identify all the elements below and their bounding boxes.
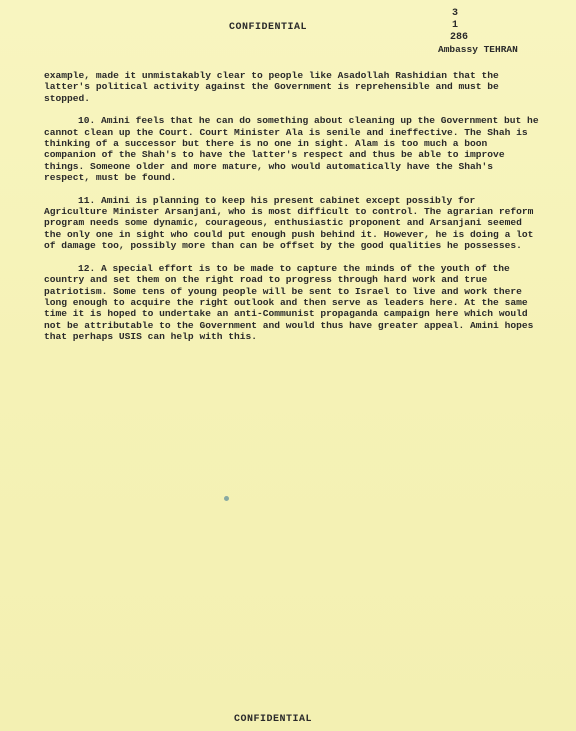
classification-header: CONFIDENTIAL — [228, 22, 307, 33]
document-number: 286 — [450, 32, 469, 43]
embassy-label: Ambassy TEHRAN — [438, 44, 518, 55]
ink-spot — [224, 496, 229, 501]
document-body — [44, 70, 540, 354]
page-reference — [438, 8, 518, 56]
paragraph-10-text: 10. Amini feels that he can do something about cleaning up the Government but he cannot clean up the Court. Court Minister Ala is senile and ineffective. The Shah is thinking of a successor but there is no one in sight. Alam is too much a boon companion of the Shah's to have the latter's respect and thus be able to improve things. Someone older and more mature, who would automatically have the Shah's respect, must be found. — [44, 115, 539, 184]
classification-footer: CONFIDENTIAL — [233, 714, 312, 725]
copy-number: 1 — [452, 20, 459, 31]
page-number: 3 — [452, 8, 459, 19]
paragraph-continued: example, made it unmistakably clear to people like Asadollah Rashidian that the latter's political activity against the Government is reprehensible and must be stopped. — [44, 70, 499, 104]
paragraph-11 — [44, 195, 540, 252]
paragraph-11-text: 11. Amini is planning to keep his present cabinet except possibly for Agriculture Minister Arsanjani, who is most difficult to control. The agrarian reform program needs some dynamic, courageous, enthusiastic proponent and Arsanjani seemed the only one in sight who could put enough push behind it. However, he is doing a lot of damage too, possibly more than can be offset by the good qualities he possesses. — [44, 194, 534, 252]
paragraph-12-text: 12. A special effort is to be made to capture the minds of the youth of the country and set them on the right road to progress through hard work and true patriotism. Some tens of young people will be sent to Israel to live and work there long enough to acquire the right outlook and then serve as leaders here. At the same time it is hoped to undertake an anti-Communist propaganda campaign here which would not be attributable to the Government and would thus have greater appeal. Amini hopes that perhaps USIS can help with this. — [44, 262, 534, 343]
paragraph-12 — [44, 263, 540, 343]
paragraph-10 — [44, 115, 540, 183]
